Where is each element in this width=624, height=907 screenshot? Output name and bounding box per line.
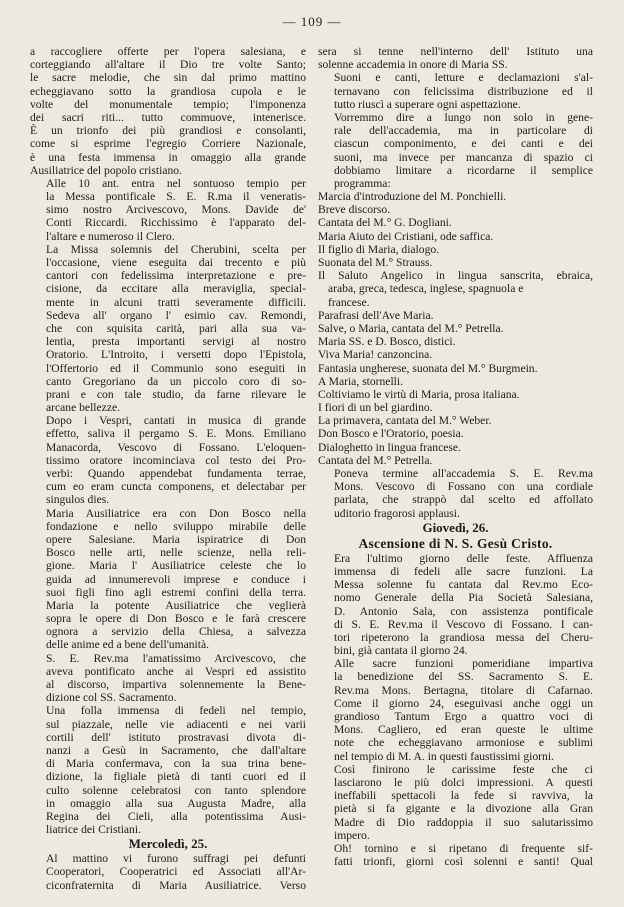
- programme-item: Fantasia ungherese, suonata del M.° Burgmein.: [318, 361, 538, 375]
- text-line: grandioso Tantum Ergo a quattro voci di: [334, 710, 593, 723]
- text-line: liatrice dei Cristiani.: [46, 823, 141, 837]
- text-line: sul piazzale, nelle vie adiacenti e nei varii: [46, 717, 306, 731]
- text-line: a raccogliere offerte per l'opera salesiana, e: [30, 45, 306, 58]
- text-line: suoni, ma invece per mancanza di spazio ci: [334, 150, 593, 164]
- programme-item: I fiori di un bel giardino.: [318, 401, 433, 415]
- text-line: Come il giorno 24, eseguivasi anche oggi un: [334, 696, 593, 710]
- text-line: Regina dei Cieli, alla potentissima Ausi-: [46, 809, 306, 823]
- text-line: tissimo oratore incominciava col testo dei Pro-: [46, 453, 306, 467]
- text-line: dobbiamo limitare a ricordarne il semplice: [334, 163, 593, 177]
- text-line: le sacre melodie, che sin dal primo mattino: [30, 71, 306, 85]
- text-line: lentia, presta importanti servigi al nostro: [46, 335, 306, 349]
- text-line: Sedeva all' organo l' esimio cav. Remondi,: [46, 308, 306, 322]
- text-line: ognora a servizio della Chiesa, a salvezza: [46, 625, 306, 639]
- text-line: Alle 10 ant. entra nel sontuoso tempio per: [46, 176, 306, 190]
- text-line: di Maria confermava, con la sua trina bene-: [46, 757, 306, 771]
- text-line: corteggiando all'altare il Dio tre volte Santo;: [30, 58, 306, 72]
- text-line: Maria la potente Ausiliatrice che veglierà: [46, 598, 306, 612]
- programme-item: Viva Maria! canzoncina.: [318, 348, 433, 362]
- text-line: Poneva termine all'accademia S. E. Rev.ma: [334, 467, 593, 480]
- text-line: ciconfraternita di Maria Ausiliatrice. Verso: [46, 878, 306, 892]
- text-line: arcane bellezze.: [46, 401, 121, 415]
- text-line: lasciarono le più dolci impressioni. A questi: [334, 775, 593, 789]
- text-line: Madre di Dio raddoppia il suo salutarissimo: [334, 815, 593, 829]
- text-line: dizione col SS. Sacramento.: [46, 691, 177, 705]
- section-heading-mercoledi: Mercoledì, 25.: [128, 836, 208, 852]
- text-line: dizione, la figliale pietà di tanti cuori ed il: [46, 770, 306, 784]
- paragraph: [30, 414, 306, 506]
- text-line: Mons. Vescovo di Fossano con una cordiale: [334, 480, 593, 494]
- text-line: cisione, da eccitare alla meraviglia, special-: [46, 282, 306, 296]
- text-line: D. Antonio Sala, con assistenza pontificale: [334, 604, 593, 618]
- text-line: mente in alcuni tratti severamente difficili.: [46, 295, 306, 309]
- text-line: pietà si fa gigante e la divozione alla Gran: [334, 802, 593, 816]
- text-line: uditorio fragorosi applausi.: [334, 506, 460, 520]
- text-line: fondazione e nello sviluppo mirabile delle: [46, 519, 306, 533]
- text-line: verbi: Quando appendebat fundamenta terrae,: [46, 467, 306, 480]
- programme-item: Marcia d'introduzione del M. Ponchielli.: [318, 190, 507, 204]
- paragraph: [318, 467, 593, 520]
- paragraph: [30, 704, 306, 836]
- text-line: volte del monumentale tempio; l'imponenza: [30, 97, 306, 111]
- programme-item-continuation: araba, greca, tedesca, inglese, spagnuola e: [328, 282, 524, 296]
- paragraph: [318, 842, 593, 868]
- text-line: tori ripeterono la grandiosa messa del Cheru-: [334, 630, 593, 644]
- section-heading-ascensione: Ascensione di N. S. Gesù Cristo.: [358, 535, 553, 551]
- text-line: culto solenne celebratosi con tanto splendore: [46, 783, 306, 797]
- text-line: Maria Ausiliatrice era con Don Bosco nella: [46, 506, 306, 520]
- programme-item: Cantata del M.° Petrella.: [318, 453, 433, 467]
- text-line: cortili dell' istituto prostravasi divota di-: [46, 730, 306, 744]
- text-line: aveva pontificato anche ai Vespri ed assistito: [46, 664, 306, 678]
- text-line: Alle sacre funzioni pomeridiane impartiva: [334, 657, 593, 671]
- text-line: delle anime ed a bene dell'umanità.: [46, 638, 210, 652]
- text-line: simo nostro Arcivescovo, Mons. Davide de': [46, 203, 306, 217]
- text-line: note che echeggiavano armoniose e sublimi: [334, 736, 593, 750]
- text-line: Manacorda, Vescovo di Fossano. L'eloquen-: [46, 440, 306, 454]
- programme-item: Cantata del M.° G. Dogliani.: [318, 216, 452, 230]
- programme-item: Suonata del M.° Strauss.: [318, 256, 433, 269]
- text-line: in omaggio alla sua Augusta Madre, alla: [46, 796, 306, 810]
- programme-item: Don Bosco e l'Oratorio, poesia.: [318, 427, 464, 441]
- text-line: sopra le opere di Don Bosco e le farà crescere: [46, 612, 306, 626]
- text-line: dei sacri riti... tutto commuove, intenerisce.: [30, 110, 306, 124]
- text-line: Rev.ma Mons. Bertagna, titolare di Cafarnao.: [334, 683, 593, 697]
- programme-item: Parafrasi dell'Ave Maria.: [318, 308, 434, 322]
- paragraph: [318, 763, 593, 842]
- text-line: di S. E. Rev.ma il Vescovo di Fossano. I can-: [334, 617, 593, 631]
- paragraph: [30, 177, 306, 243]
- paragraph: [30, 652, 306, 705]
- text-line: opere Salesiane. Maria ispiratrice di Don: [46, 532, 306, 546]
- text-line: Oratorio. L'Introito, i versetti dopo l'Epistola,: [46, 348, 306, 362]
- paragraph: [318, 45, 593, 71]
- text-line: gione. Maria l' Ausiliatrice celeste che lo: [46, 559, 306, 573]
- text-line: al discorso, impartiva solennemente la Bene-: [46, 678, 306, 691]
- text-line: Mons. Cagliero, ed eran queste le ultime: [334, 723, 593, 737]
- text-line: immensa di fedeli alle sacre funzioni. La: [334, 564, 593, 578]
- text-line: programma:: [334, 176, 391, 190]
- text-line: echeggiavano sotto la grandiosa cupola e le: [30, 84, 306, 98]
- text-line: che con squisita carità, pari alla sua va-: [46, 321, 306, 335]
- text-line: Oh! tornino e si ripetano di frequente sif-: [334, 841, 593, 855]
- text-line: sera si tenne nell'interno dell' Istituto una: [318, 45, 593, 58]
- text-line: nel tempio di M. A. in questi faustissimi giorni.: [334, 749, 554, 763]
- text-line: effetto, saliva il pergamo S. E. Mons. Emiliano: [46, 427, 306, 441]
- text-line: guida ad innumerevoli imprese e conduce i: [46, 572, 306, 586]
- programme-item: Il figlio di Maria, dialogo.: [318, 242, 440, 256]
- paragraph: [30, 45, 306, 177]
- text-line: Suoni e canti, letture e declamazioni s'al-: [334, 71, 593, 85]
- programme-item: Breve discorso.: [318, 203, 391, 217]
- text-line: suoi figli fino agli estremi confini della terra.: [46, 585, 306, 599]
- left-column: [30, 45, 306, 892]
- text-line: solenne accademia in onore di Maria SS.: [318, 58, 508, 72]
- text-line: canto Gregoriano da un piccolo coro di so-: [46, 374, 306, 388]
- page-number: — 109 —: [282, 14, 342, 29]
- right-column: [318, 45, 593, 868]
- text-line: Ausiliatrice del popolo cristiano.: [30, 163, 182, 177]
- programme-item: Coltiviamo le virtù di Maria, prosa italiana.: [318, 387, 520, 401]
- text-line: ternavano con felicissima distribuzione ed il: [334, 84, 593, 98]
- text-line: impero.: [334, 828, 370, 842]
- text-line: Bosco nelle arti, nelle scienze, nella reli-: [46, 546, 306, 560]
- text-line: è una festa immensa in omaggio alla grande: [30, 150, 306, 164]
- text-line: Era l'ultimo giorno delle feste. Affluenza: [334, 551, 593, 565]
- programme-item: Il Saluto Angelico in lingua sanscrita, ebraica,: [318, 269, 593, 283]
- programme-item: Maria Aiuto dei Cristiani, ode saffica.: [318, 229, 494, 243]
- text-line: singulos dies.: [46, 493, 110, 507]
- programme-list: [318, 190, 593, 467]
- text-line: l'Offertorio ed il Communio sono eseguiti in: [46, 361, 306, 375]
- programme-item-continuation: francese.: [328, 295, 370, 309]
- text-line: come si esprime l'egregio Corriere Nazionale,: [30, 137, 306, 151]
- text-line: Cooperatori, Cooperatrici ed Associati all'Ar-: [46, 865, 306, 879]
- text-line: Messa solenne fu cantata dal Rev.mo Eco-: [334, 578, 593, 592]
- text-line: Conti Riccardi. Ricchissimo è l'apparato del-: [46, 216, 306, 230]
- paragraph: [318, 71, 593, 111]
- text-line: cantori con fedelissima interpretazione e pre-: [46, 269, 306, 283]
- text-line: Una folla immensa di fedeli nel tempio,: [46, 704, 306, 718]
- text-line: ineffabili spettacoli la fede si ravviva, la: [334, 789, 593, 803]
- section-heading-giovedi: Giovedì, 26.: [422, 519, 489, 535]
- paragraph: [30, 507, 306, 652]
- text-line: rale dell'accademia, ma in particolare di: [334, 124, 593, 138]
- text-line: fatti trionfi, giorni così solenni e santi! Qual: [334, 855, 593, 869]
- text-line: S. E. Rev.ma l'amatissimo Arcivescovo, che: [46, 651, 306, 665]
- text-line: bini, già cantata il giorno 24.: [334, 644, 468, 658]
- text-line: Al mattino vi furono suffragi pei defunti: [46, 852, 306, 866]
- text-line: parlata, che strappò dal scelto ed affollato: [334, 493, 593, 507]
- text-line: l'occasione, viene eseguita dai trecento e più: [46, 256, 306, 269]
- text-line: La Missa solemnis del Cherubini, scelta per: [46, 242, 306, 256]
- text-line: tutto riuscì a superare ogni aspettazione.: [334, 97, 521, 111]
- text-line: Vorremmo dire a lungo non solo in gene-: [334, 110, 593, 124]
- text-line: prani e con tale studio, da farne rilevare le: [46, 387, 306, 401]
- text-line: nanzi a Gesù in Sacramento, che dall'altare: [46, 743, 306, 757]
- paragraph: [318, 111, 593, 190]
- paragraph: [30, 243, 306, 414]
- text-line: cum eo eram cuncta componens, et delectabar per: [46, 480, 306, 494]
- paragraph: [30, 852, 306, 892]
- programme-item: Dialoghetto in lingua francese.: [318, 440, 461, 454]
- programme-item: La primavera, cantata del M.° Weber.: [318, 414, 492, 428]
- text-line: È un trionfo dei più grandiosi e consolanti,: [30, 124, 306, 138]
- paragraph: [318, 657, 593, 763]
- text-line: ciascun componimento, e dei canti e dei: [334, 137, 593, 151]
- programme-item: Salve, o Maria, cantata del M.° Petrella.: [318, 321, 504, 335]
- text-line: l'altare e numeroso il Clero.: [46, 229, 175, 243]
- text-line: Così finirono le carissime feste che ci: [334, 762, 593, 776]
- text-line: la Messa pontificale S. E. R.ma il veneratis-: [46, 190, 306, 204]
- paragraph: [318, 552, 593, 658]
- text-line: la benedizione del SS. Sacramento S. E.: [334, 670, 593, 684]
- programme-item: A Maria, stornelli.: [318, 374, 404, 388]
- programme-item: Maria SS. e D. Bosco, distici.: [318, 335, 456, 349]
- text-line: Dopo i Vespri, cantati in musica di grande: [46, 414, 306, 428]
- text-line: nomo Generale della Pia Società Salesiana,: [334, 591, 593, 605]
